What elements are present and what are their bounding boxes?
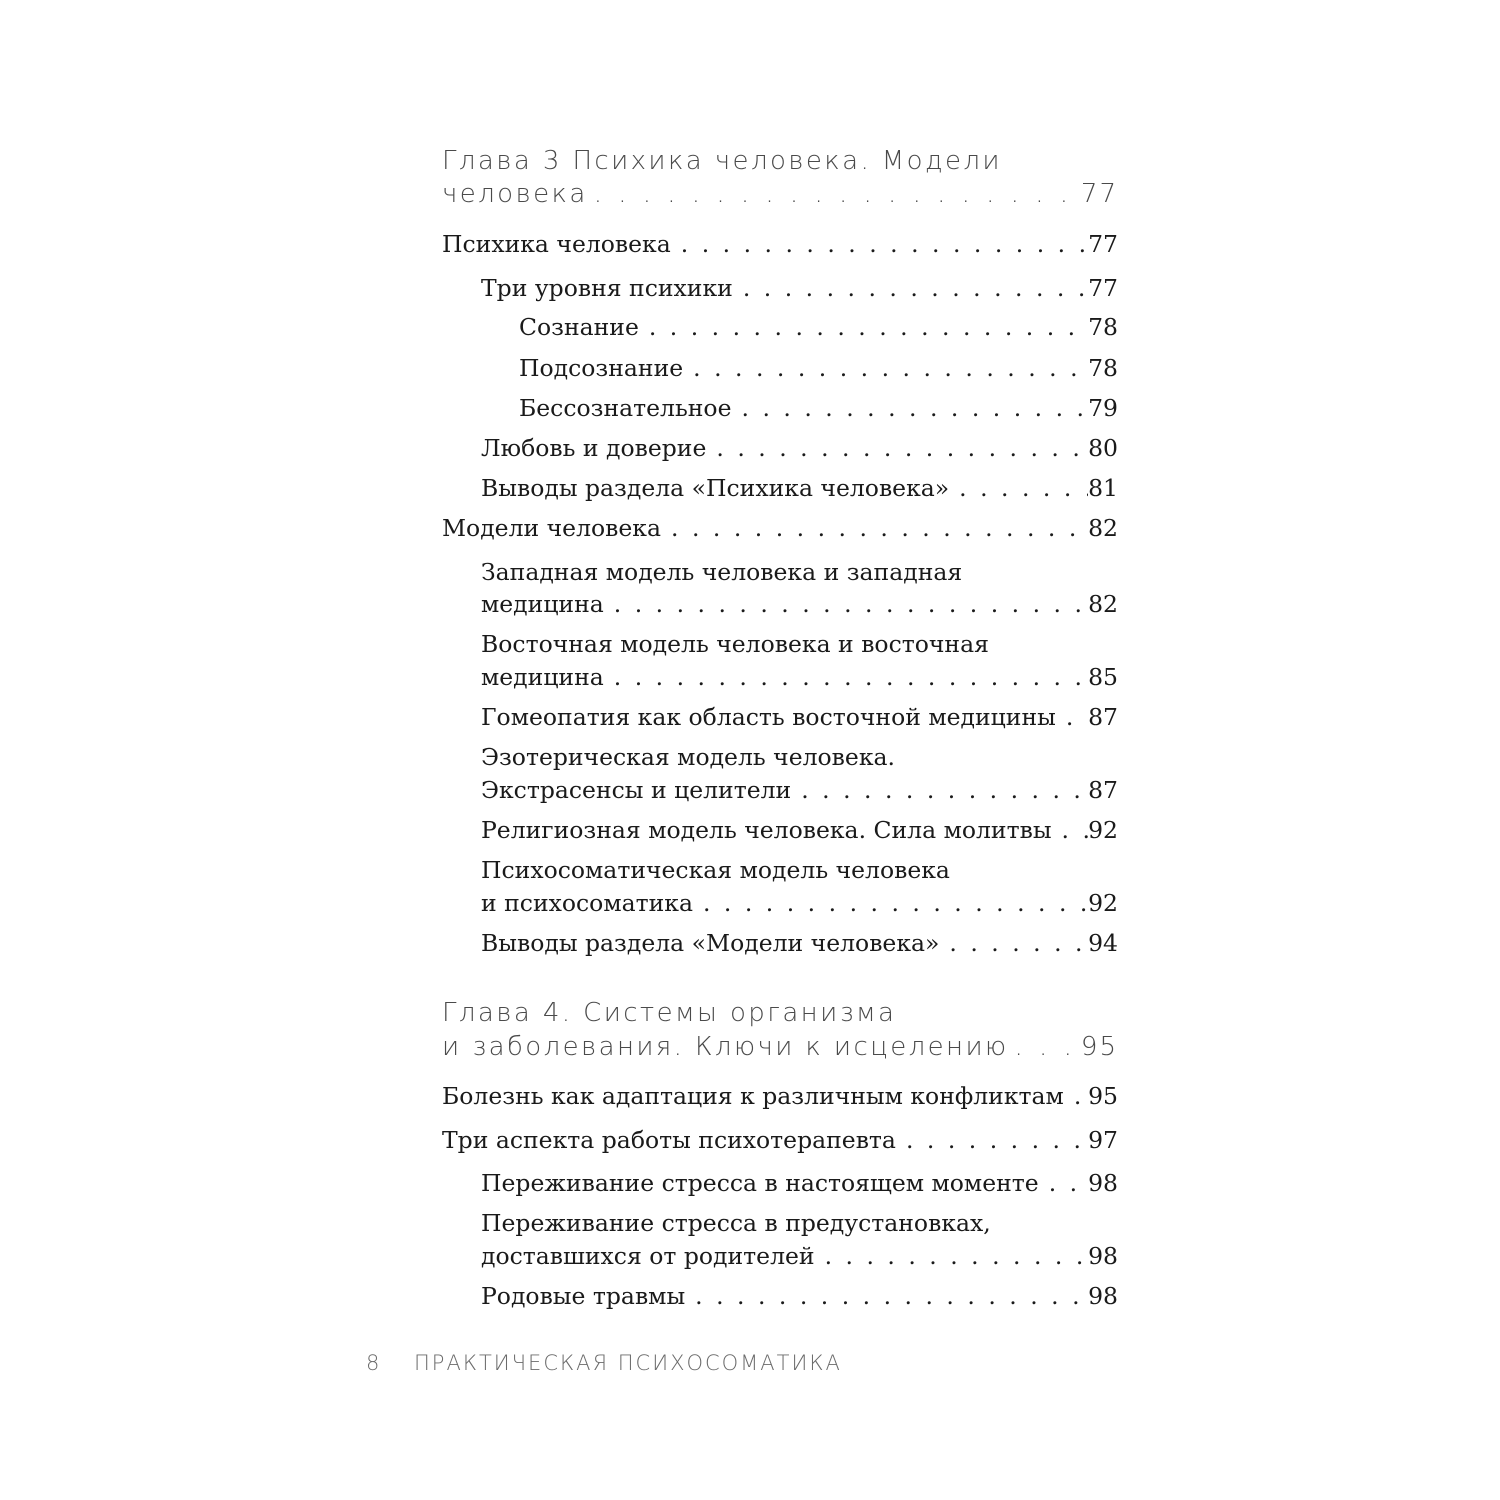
toc-entry-page: 92 [1088,816,1118,844]
toc-entry-page: 95 [1088,1082,1118,1110]
toc-entry-title: Модели человека [442,514,662,542]
toc-entry-title: Гомеопатия как область восточной медицины [481,703,1056,731]
toc-entry[interactable] [481,1167,1118,1199]
toc-entry-title: доставшихся от родителей [481,1242,815,1270]
toc-entry[interactable] [481,588,1118,620]
toc-entry-title: Три уровня психики [481,274,733,302]
dot-leader [939,927,1088,959]
toc-entry-title: Экстрасенсы и целители [481,776,792,804]
toc-entry-page: 81 [1088,474,1118,502]
toc-entry-title-line1: Восточная модель человека и восточная [481,630,989,658]
toc-entry[interactable] [481,661,1118,693]
dot-leader [1009,1030,1081,1064]
toc-entry-title: Сознание [519,313,639,341]
toc-entry[interactable] [519,352,1118,384]
toc-entry-page: 94 [1088,929,1118,957]
dot-leader [693,887,1088,919]
toc-entry-title: Подсознание [519,354,684,382]
footer-book-title: ПРАКТИЧЕСКАЯ ПСИХОСОМАТИКА [414,1351,842,1375]
toc-entry[interactable] [442,512,1118,544]
chapter-4-heading[interactable] [442,996,1118,1068]
dot-leader [639,311,1088,343]
toc-entry-title-line1: Переживание стресса в предустановках, [481,1209,991,1237]
dot-leader [815,1240,1089,1272]
dot-leader [791,774,1088,806]
toc-entry-title: и психосоматика [481,889,693,917]
chapter-4-page: 95 [1080,1032,1118,1062]
toc-entry[interactable] [481,814,1118,846]
toc-entry-page: 82 [1088,590,1118,618]
dot-leader [683,352,1088,384]
toc-entry-title: медицина [481,663,604,691]
toc-entry[interactable] [442,1124,1118,1156]
toc-entry-page: 77 [1088,230,1118,258]
toc-entry-page: 97 [1088,1126,1118,1154]
toc-entry-page: 78 [1088,354,1118,382]
dot-leader [1064,1080,1088,1112]
dot-leader [733,272,1088,304]
toc-entry-title-line1: Психосоматическая модель человека [481,856,950,884]
toc-entry-page: 87 [1088,703,1118,731]
toc-entry-title: Выводы раздела «Модели человека» [481,929,940,957]
toc-entry-title: Бессознательное [519,394,732,422]
toc-entry-title: Психика человека [442,230,671,258]
toc-entry[interactable] [481,1280,1118,1312]
dot-leader [685,1280,1088,1312]
toc-entry-title-line1: Эзотерическая модель человека. [481,743,895,771]
toc-entry-page: 82 [1088,514,1118,542]
dot-leader [604,661,1088,693]
toc-entry-title: Болезнь как адаптация к различным конфликтам [442,1082,1064,1110]
chapter-3-heading[interactable] [442,144,1118,216]
dot-leader [661,512,1088,544]
toc-entry-page: 85 [1088,663,1118,691]
chapter-3-title-line1: Глава 3 Психика человека. Модели [442,146,1002,176]
toc-entry-page: 79 [1088,394,1118,422]
toc-entry-page: 77 [1088,274,1118,302]
toc-entry-page: 78 [1088,313,1118,341]
dot-leader [732,392,1089,424]
dot-leader [896,1124,1088,1156]
toc-entry[interactable] [481,774,1118,806]
toc-entry-title: Переживание стресса в настоящем моменте [481,1169,1039,1197]
dot-leader [604,588,1088,620]
chapter-3-title-line2: человека [442,179,588,209]
toc-entry-page: 87 [1088,776,1118,804]
toc-entry-page: 80 [1088,434,1118,462]
toc-entry-title: Три аспекта работы психотерапевта [442,1126,896,1154]
toc-entry[interactable] [519,311,1118,343]
dot-leader [1056,701,1088,733]
dot-leader [1039,1167,1088,1199]
toc-entry[interactable] [481,432,1118,464]
dot-leader [671,228,1088,260]
toc-entry-page: 98 [1088,1282,1118,1310]
toc-entry-title: медицина [481,590,604,618]
toc-entry[interactable] [481,1240,1118,1272]
footer-page-number: 8 [366,1351,382,1375]
toc-entry-title: Выводы раздела «Психика человека» [481,474,950,502]
chapter-4-title-line1: Глава 4. Системы организма [442,998,897,1028]
dot-leader [588,177,1081,211]
toc-entry[interactable] [481,887,1118,919]
toc-entry-page: 98 [1088,1242,1118,1270]
toc-entry-title: Религиозная модель человека. Сила молитвы [481,816,1052,844]
dot-leader [1052,814,1089,846]
chapter-3-page: 77 [1080,179,1118,209]
toc-entry-page: 98 [1088,1169,1118,1197]
toc-entry[interactable] [519,392,1118,424]
toc-entry-title: Любовь и доверие [481,434,707,462]
chapter-4-title-line2: и заболевания. Ключи к исцелению [442,1032,1009,1062]
toc-entry-title: Родовые травмы [481,1282,686,1310]
toc-entry[interactable] [481,472,1118,504]
dot-leader [949,472,1088,504]
toc-entry-page: 92 [1088,889,1118,917]
dot-leader [706,432,1088,464]
toc-entry[interactable] [481,272,1118,304]
toc-entry-title-line1: Западная модель человека и западная [481,558,963,586]
toc-entry[interactable] [442,228,1118,260]
toc-entry[interactable] [442,1080,1118,1112]
toc-entry[interactable] [481,701,1118,733]
toc-entry[interactable] [481,927,1118,959]
